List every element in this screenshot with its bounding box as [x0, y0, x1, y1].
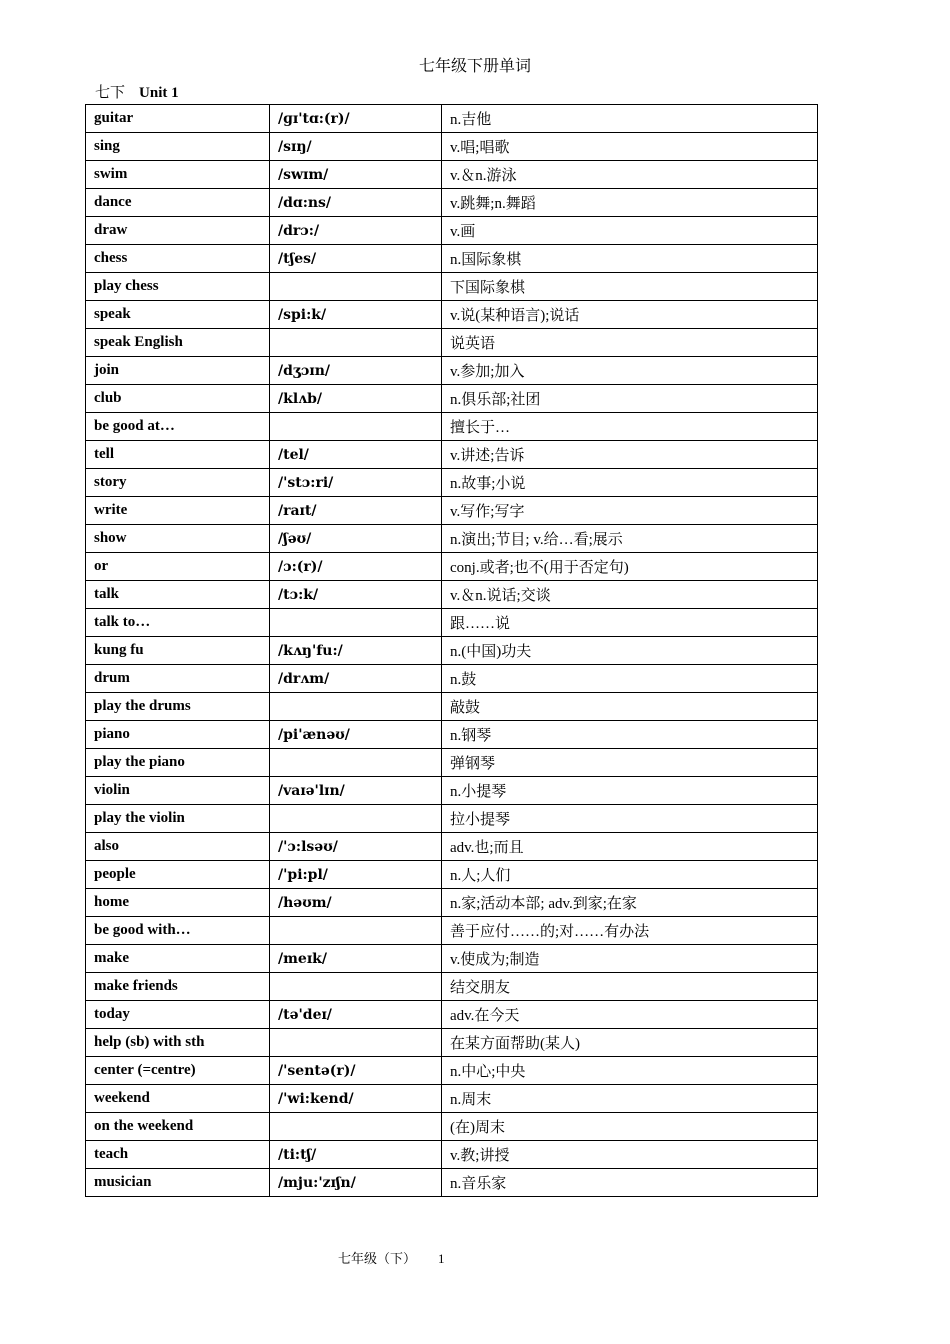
table-row — [86, 217, 818, 245]
table-row — [86, 1169, 818, 1197]
word-cell: guitar — [86, 105, 270, 133]
meaning-cell: n.家;活动本部; adv.到家;在家 — [442, 889, 818, 917]
word-cell: kung fu — [86, 637, 270, 665]
phonetic-cell: /ɔ:(r)/ — [270, 553, 442, 581]
table-row — [86, 1141, 818, 1169]
table-row — [86, 1057, 818, 1085]
table-row — [86, 861, 818, 889]
phonetic-cell: /dɑ:ns/ — [270, 189, 442, 217]
meaning-cell: adv.在今天 — [442, 1001, 818, 1029]
meaning-cell: n.故事;小说 — [442, 469, 818, 497]
table-row — [86, 273, 818, 301]
word-cell: speak English — [86, 329, 270, 357]
meaning-cell: n.中心;中央 — [442, 1057, 818, 1085]
word-cell: home — [86, 889, 270, 917]
table-row — [86, 357, 818, 385]
table-row — [86, 329, 818, 357]
page-title: 七年级下册单词 — [418, 58, 531, 75]
table-row — [86, 889, 818, 917]
word-cell: swim — [86, 161, 270, 189]
word-cell: make — [86, 945, 270, 973]
table-row — [86, 553, 818, 581]
table-row — [86, 105, 818, 133]
word-cell: club — [86, 385, 270, 413]
phonetic-cell — [270, 1029, 442, 1057]
meaning-cell: n.小提琴 — [442, 777, 818, 805]
meaning-cell: n.音乐家 — [442, 1169, 818, 1197]
phonetic-cell — [270, 329, 442, 357]
table-row — [86, 301, 818, 329]
table-row — [86, 133, 818, 161]
phonetic-cell — [270, 609, 442, 637]
phonetic-cell: /tɔ:k/ — [270, 581, 442, 609]
meaning-cell: n.国际象棋 — [442, 245, 818, 273]
meaning-cell: n.演出;节目; v.给…看;展示 — [442, 525, 818, 553]
word-cell: people — [86, 861, 270, 889]
word-cell: play the piano — [86, 749, 270, 777]
unit-heading — [95, 81, 179, 102]
meaning-cell: 结交朋友 — [442, 973, 818, 1001]
table-row — [86, 637, 818, 665]
word-cell: be good with… — [86, 917, 270, 945]
meaning-cell: v.跳舞;n.舞蹈 — [442, 189, 818, 217]
table-row — [86, 945, 818, 973]
word-cell: violin — [86, 777, 270, 805]
table-row — [86, 385, 818, 413]
table-row — [86, 1113, 818, 1141]
table-row — [86, 805, 818, 833]
table-row — [86, 917, 818, 945]
vocabulary-table-body — [86, 105, 818, 1197]
meaning-cell: 敲鼓 — [442, 693, 818, 721]
phonetic-cell: /'sentə(r)/ — [270, 1057, 442, 1085]
phonetic-cell: /'ɔ:lsəʊ/ — [270, 833, 442, 861]
phonetic-cell: /kʌŋ'fu:/ — [270, 637, 442, 665]
word-cell: speak — [86, 301, 270, 329]
meaning-cell: adv.也;而且 — [442, 833, 818, 861]
word-cell: also — [86, 833, 270, 861]
phonetic-cell: /klʌb/ — [270, 385, 442, 413]
meaning-cell: v.讲述;告诉 — [442, 441, 818, 469]
phonetic-cell — [270, 1113, 442, 1141]
phonetic-cell: /tʃes/ — [270, 245, 442, 273]
table-row — [86, 665, 818, 693]
phonetic-cell — [270, 805, 442, 833]
phonetic-cell: /dʒɔɪn/ — [270, 357, 442, 385]
meaning-cell: v.＆n.说话;交谈 — [442, 581, 818, 609]
word-cell: drum — [86, 665, 270, 693]
word-cell: piano — [86, 721, 270, 749]
phonetic-cell: /ʃəʊ/ — [270, 525, 442, 553]
meaning-cell: v.写作;写字 — [442, 497, 818, 525]
word-cell: chess — [86, 245, 270, 273]
meaning-cell: 跟……说 — [442, 609, 818, 637]
phonetic-cell: /swɪm/ — [270, 161, 442, 189]
phonetic-cell: /drʌm/ — [270, 665, 442, 693]
table-row — [86, 581, 818, 609]
word-cell: dance — [86, 189, 270, 217]
table-row — [86, 749, 818, 777]
footer-label: 七年级（下） — [338, 1251, 417, 1266]
table-row — [86, 777, 818, 805]
meaning-cell: 下国际象棋 — [442, 273, 818, 301]
phonetic-cell: /'stɔ:ri/ — [270, 469, 442, 497]
phonetic-cell: /vaɪə'lɪn/ — [270, 777, 442, 805]
phonetic-cell: /drɔ:/ — [270, 217, 442, 245]
meaning-cell: 擅长于… — [442, 413, 818, 441]
table-row — [86, 973, 818, 1001]
meaning-cell: 善于应付……的;对……有办法 — [442, 917, 818, 945]
word-cell: musician — [86, 1169, 270, 1197]
vocabulary-table — [85, 104, 818, 1197]
meaning-cell: v.教;讲授 — [442, 1141, 818, 1169]
phonetic-cell — [270, 973, 442, 1001]
meaning-cell: 说英语 — [442, 329, 818, 357]
phonetic-cell: /'pi:pl/ — [270, 861, 442, 889]
table-row — [86, 693, 818, 721]
meaning-cell: n.人;人们 — [442, 861, 818, 889]
phonetic-cell: /tə'deɪ/ — [270, 1001, 442, 1029]
phonetic-cell: /'wi:kend/ — [270, 1085, 442, 1113]
word-cell: talk to… — [86, 609, 270, 637]
word-cell: be good at… — [86, 413, 270, 441]
phonetic-cell: /meɪk/ — [270, 945, 442, 973]
phonetic-cell: /ti:tʃ/ — [270, 1141, 442, 1169]
phonetic-cell — [270, 413, 442, 441]
unit-name: Unit 1 — [139, 85, 179, 101]
meaning-cell: (在)周末 — [442, 1113, 818, 1141]
meaning-cell: v.画 — [442, 217, 818, 245]
phonetic-cell: /mju:'zɪʃn/ — [270, 1169, 442, 1197]
table-row — [86, 721, 818, 749]
phonetic-cell: /ɡɪ'tɑ:(r)/ — [270, 105, 442, 133]
word-cell: teach — [86, 1141, 270, 1169]
word-cell: play the drums — [86, 693, 270, 721]
table-row — [86, 1029, 818, 1057]
meaning-cell: n.吉他 — [442, 105, 818, 133]
phonetic-cell — [270, 749, 442, 777]
phonetic-cell — [270, 693, 442, 721]
table-row — [86, 245, 818, 273]
meaning-cell: v.使成为;制造 — [442, 945, 818, 973]
phonetic-cell — [270, 917, 442, 945]
table-row — [86, 441, 818, 469]
word-cell: show — [86, 525, 270, 553]
phonetic-cell: /tel/ — [270, 441, 442, 469]
table-row — [86, 497, 818, 525]
grade-label: 七下 — [95, 85, 126, 101]
meaning-cell: n.(中国)功夫 — [442, 637, 818, 665]
table-row — [86, 609, 818, 637]
meaning-cell: v.参加;加入 — [442, 357, 818, 385]
phonetic-cell: /spi:k/ — [270, 301, 442, 329]
word-cell: make friends — [86, 973, 270, 1001]
table-row — [86, 413, 818, 441]
word-cell: center (=centre) — [86, 1057, 270, 1085]
meaning-cell: 弹钢琴 — [442, 749, 818, 777]
table-row — [86, 469, 818, 497]
word-cell: play chess — [86, 273, 270, 301]
table-row — [86, 833, 818, 861]
phonetic-cell: /sɪŋ/ — [270, 133, 442, 161]
page-footer — [338, 1248, 445, 1267]
word-cell: weekend — [86, 1085, 270, 1113]
word-cell: tell — [86, 441, 270, 469]
phonetic-cell: /raɪt/ — [270, 497, 442, 525]
meaning-cell: n.俱乐部;社团 — [442, 385, 818, 413]
phonetic-cell: /həʊm/ — [270, 889, 442, 917]
word-cell: or — [86, 553, 270, 581]
meaning-cell: v.说(某种语言);说话 — [442, 301, 818, 329]
meaning-cell: n.鼓 — [442, 665, 818, 693]
word-cell: join — [86, 357, 270, 385]
word-cell: play the violin — [86, 805, 270, 833]
table-row — [86, 1001, 818, 1029]
word-cell: help (sb) with sth — [86, 1029, 270, 1057]
meaning-cell: n.周末 — [442, 1085, 818, 1113]
word-cell: draw — [86, 217, 270, 245]
table-row — [86, 525, 818, 553]
word-cell: talk — [86, 581, 270, 609]
table-row — [86, 1085, 818, 1113]
word-cell: story — [86, 469, 270, 497]
page-number: 1 — [438, 1251, 445, 1266]
word-cell: write — [86, 497, 270, 525]
word-cell: sing — [86, 133, 270, 161]
word-cell: today — [86, 1001, 270, 1029]
meaning-cell: 在某方面帮助(某人) — [442, 1029, 818, 1057]
table-row — [86, 189, 818, 217]
meaning-cell: conj.或者;也不(用于否定句) — [442, 553, 818, 581]
meaning-cell: 拉小提琴 — [442, 805, 818, 833]
meaning-cell: v.唱;唱歌 — [442, 133, 818, 161]
phonetic-cell: /pi'ænəʊ/ — [270, 721, 442, 749]
phonetic-cell — [270, 273, 442, 301]
meaning-cell: v.＆n.游泳 — [442, 161, 818, 189]
meaning-cell: n.钢琴 — [442, 721, 818, 749]
table-row — [86, 161, 818, 189]
word-cell: on the weekend — [86, 1113, 270, 1141]
